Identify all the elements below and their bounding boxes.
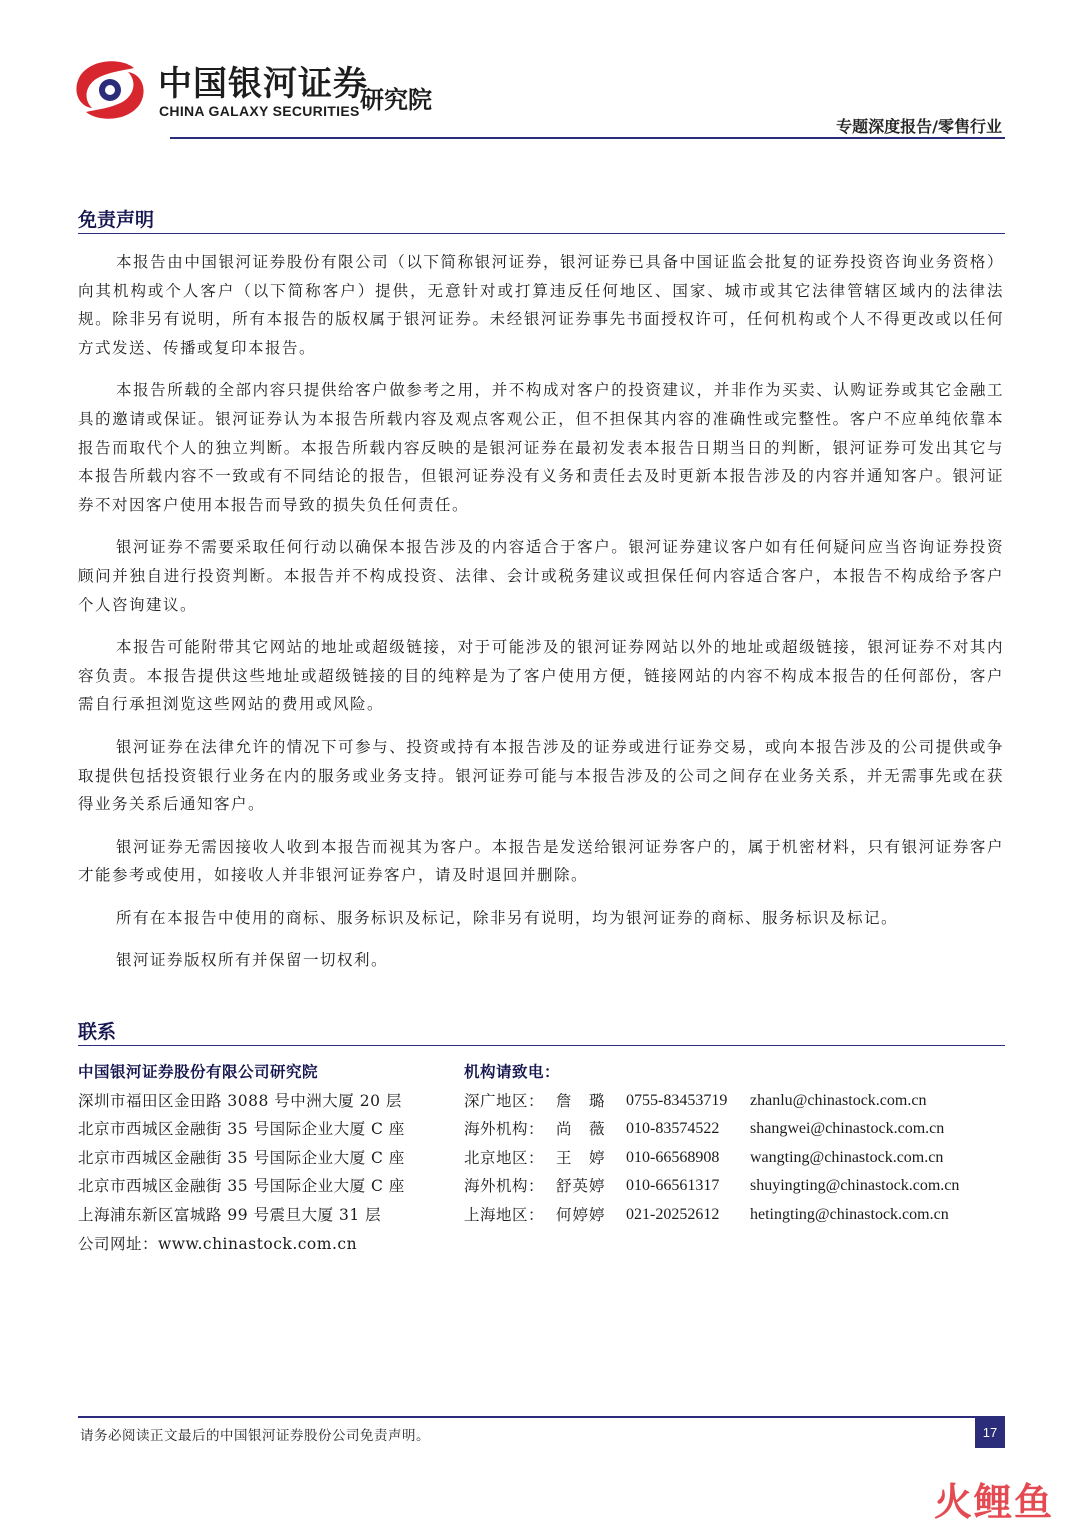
disclaimer-paragraph: 银河证券版权所有并保留一切权利。 xyxy=(116,951,389,970)
brand-institute: 研究院 xyxy=(360,86,432,114)
disclaimer-paragraph: 银河证券无需因接收人收到本报告而视其为客户。本报告是发送给银河证券客户的，属于机密材料，只有银河证券客户才能参考或使用，如接收人并非银河证券客户，请及时退回并删除。 xyxy=(78,837,1004,885)
contact-list xyxy=(464,1058,1024,1230)
contact-divider xyxy=(78,1045,1005,1046)
contact-phone[interactable]: 010-83574522 xyxy=(626,1120,720,1138)
contact-region: 深广地区： xyxy=(464,1091,545,1110)
contact-row xyxy=(464,1201,1024,1230)
disclaimer-paragraph: 所有在本报告中使用的商标、服务标识及标记，除非另有说明，均为银河证券的商标、服务标识及标记。 xyxy=(116,908,899,927)
contact-name: 王 婷 xyxy=(556,1148,606,1167)
header-divider xyxy=(170,137,1005,139)
contact-row xyxy=(464,1115,1024,1144)
company-name: 中国银河证券股份有限公司研究院 xyxy=(78,1062,319,1081)
contact-email[interactable]: zhanlu@chinastock.com.cn xyxy=(750,1091,927,1109)
contact-region: 海外机构： xyxy=(464,1120,545,1139)
disclaimer-paragraph: 本报告可能附带其它网站的地址或超级链接，对于可能涉及的银河证券网站以外的地址或超级链接，银河证券不对其内容负责。本报告提供这些地址或超级链接的目的纯粹是为了客户使用方便，链接网站的内容不构成本报告的任何部份，客户需自行承担浏览这些网站的费用或风险。 xyxy=(78,638,1004,714)
contact-phone[interactable]: 010-66561317 xyxy=(626,1177,720,1195)
contact-row xyxy=(464,1087,1024,1116)
contact-phone[interactable]: 021-20252612 xyxy=(626,1205,720,1223)
contact-phone[interactable]: 0755-83453719 xyxy=(626,1091,728,1109)
address-line: 北京市西城区金融街 35 号国际企业大厦 C 座 xyxy=(78,1120,405,1139)
contact-email[interactable]: shuyingting@chinastock.com.cn xyxy=(750,1177,960,1195)
footer-note: 请务必阅读正文最后的中国银河证券股份公司免责声明。 xyxy=(80,1428,430,1444)
disclaimer-paragraph: 本报告所载的全部内容只提供给客户做参考之用，并不构成对客户的投资建议，并非作为买卖、认购证券或其它金融工具的邀请或保证。银河证券认为本报告所载内容及观点客观公正，但不担保其内容的准确性或完整性。客户不应单纯依靠本报告而取代个人的独立判断。本报告所载内容反映的是银河证券在最初发表本报告日期当日的判断，银河证券可发出其它与本报告所载内容不一致或有不同结论的报告，但银河证券没有义务和责任去及时更新本报告涉及的内容并通知客户。银河证券不对因客户使用本报告而导致的损失负任何责任。 xyxy=(78,381,1004,514)
disclaimer-body xyxy=(78,248,1004,989)
disclaimer-paragraph: 银河证券不需要采取任何行动以确保本报告涉及的内容适合于客户。银河证券建议客户如有任何疑问应当咨询证券投资顾问并独自进行投资判断。本报告并不构成投资、法律、会计或税务建议或担保任何内容适合客户，本报告不构成给予客户个人咨询建议。 xyxy=(78,538,1004,614)
contact-region: 北京地区： xyxy=(464,1148,545,1167)
watermark-logo: 火鲤鱼 xyxy=(933,1480,1054,1524)
report-type-label: 专题深度报告/零售行业 xyxy=(836,117,1002,136)
contact-row xyxy=(464,1144,1024,1173)
contact-name: 舒英婷 xyxy=(556,1177,606,1196)
address-line: 上海浦东新区富城路 99 号震旦大厦 31 层 xyxy=(78,1205,382,1224)
address-line: 深圳市福田区金田路 3088 号中洲大厦 20 层 xyxy=(78,1091,402,1110)
contact-name: 詹 璐 xyxy=(556,1091,606,1110)
contact-name: 何婷婷 xyxy=(556,1205,606,1224)
inquiry-title: 机构请致电： xyxy=(464,1062,561,1081)
contact-row xyxy=(464,1172,1024,1201)
contact-region: 海外机构： xyxy=(464,1177,545,1196)
contact-name: 尚 薇 xyxy=(556,1120,606,1139)
disclaimer-paragraph: 银河证券在法律允许的情况下可参与、投资或持有本报告涉及的证券或进行证券交易，或向本报告涉及的公司提供或争取提供包括投资银行业务在内的服务或业务支持。银河证券可能与本报告涉及的公司之间存在业务关系，并无需事先或在获得业务关系后通知客户。 xyxy=(78,737,1004,814)
address-line: 北京市西城区金融街 35 号国际企业大厦 C 座 xyxy=(78,1148,405,1167)
contact-region: 上海地区： xyxy=(464,1205,545,1224)
disclaimer-paragraph: 本报告由中国银河证券股份有限公司（以下简称银河证券，银河证券已具备中国证监会批复的证券投资咨询业务资格）向其机构或个人客户（以下简称客户）提供，无意针对或打算违反任何地区、国家、城市或其它法律管辖区域内的法律法规。除非另有说明，所有本报告的版权属于银河证券。未经银河证券事先书面授权许可，任何机构或个人不得更改或以任何方式发送、传播或复印本报告。 xyxy=(78,253,1004,357)
disclaimer-title: 免责声明 xyxy=(78,209,155,231)
page-number-badge: 17 xyxy=(975,1418,1005,1448)
website-link[interactable]: 公司网址：www.chinastock.com.cn xyxy=(78,1234,358,1253)
contact-phone[interactable]: 010-66568908 xyxy=(626,1148,720,1166)
galaxy-logo-icon xyxy=(72,58,148,122)
brand-name-en: CHINA GALAXY SECURITIES xyxy=(159,103,360,119)
disclaimer-divider xyxy=(78,233,1005,234)
contact-email[interactable]: hetingting@chinastock.com.cn xyxy=(750,1205,949,1223)
contact-addresses xyxy=(78,1058,458,1258)
contact-email[interactable]: wangting@chinastock.com.cn xyxy=(750,1148,944,1166)
brand-name-cn: 中国银河证券 xyxy=(158,64,368,104)
contact-title: 联系 xyxy=(78,1021,117,1043)
address-line: 北京市西城区金融街 35 号国际企业大厦 C 座 xyxy=(78,1177,405,1196)
contact-email[interactable]: shangwei@chinastock.com.cn xyxy=(750,1120,945,1138)
footer-divider xyxy=(78,1416,1005,1418)
